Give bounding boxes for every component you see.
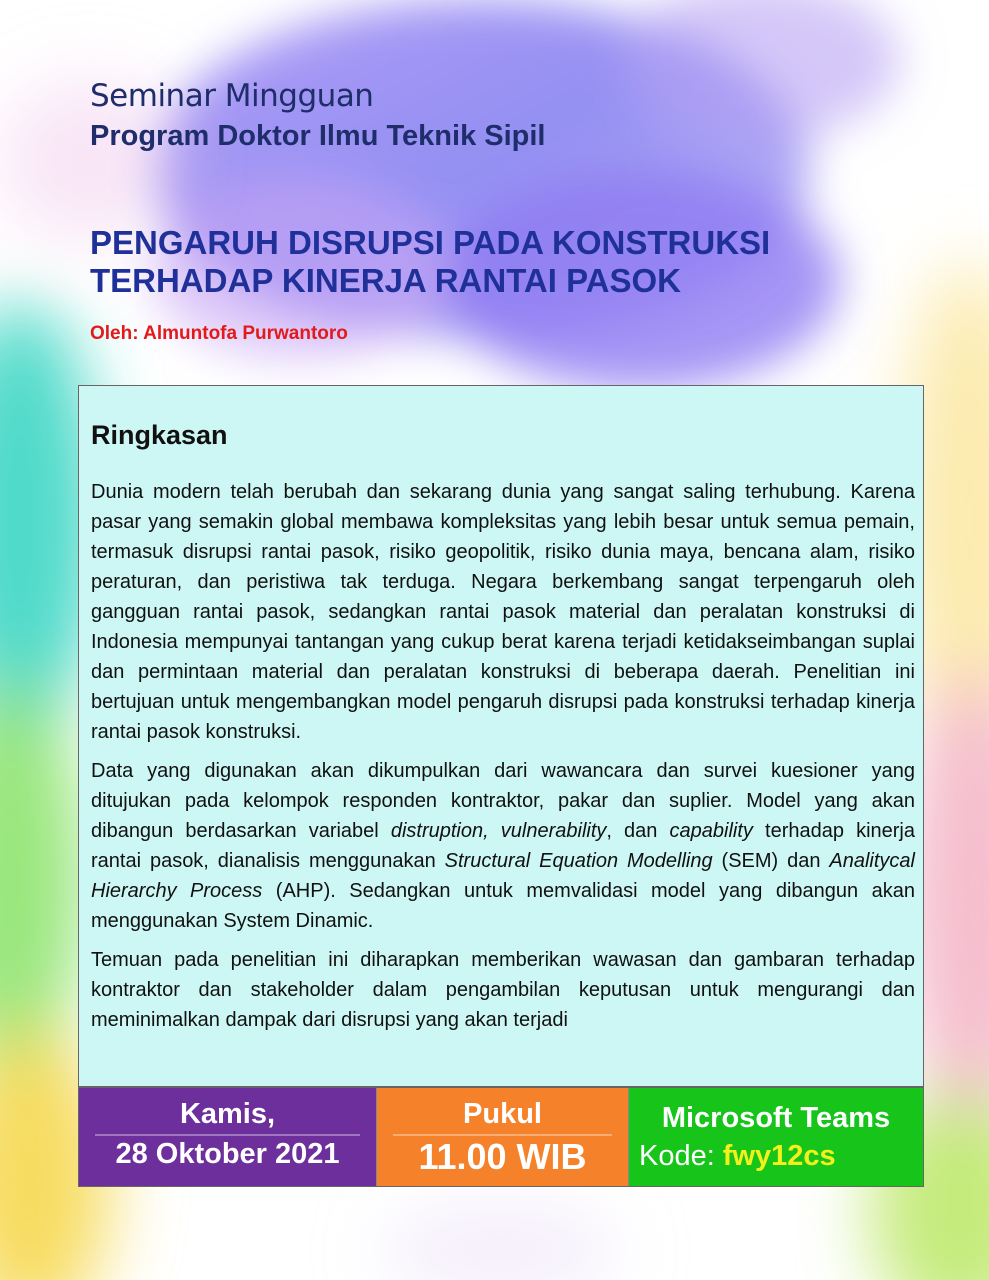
event-code[interactable]: fwy12cs xyxy=(722,1140,836,1172)
event-platform: Microsoft Teams xyxy=(661,1102,891,1134)
divider xyxy=(95,1134,360,1136)
summary-term: Structural Equation Modelling xyxy=(444,850,713,872)
summary-body xyxy=(91,477,915,1044)
event-time: 11.00 WIB xyxy=(418,1136,587,1177)
event-info-bar xyxy=(78,1087,924,1187)
summary-text: (SEM) dan xyxy=(712,850,830,872)
summary-paragraph-2 xyxy=(91,756,915,936)
event-platform-cell xyxy=(629,1088,923,1186)
seminar-title-line-1: PENGARUH DISRUPSI PADA KONSTRUKSI xyxy=(90,224,771,261)
summary-text: , dan xyxy=(606,820,670,842)
summary-text: (AHP). Sedangkan untuk memvalidasi model yang dibangun akan menggunakan System Dinamic. xyxy=(91,880,915,932)
summary-text: terhadap kinerja rantai pasok, dianalisis menggunakan xyxy=(91,820,915,872)
event-time-cell xyxy=(377,1088,629,1186)
event-code-line xyxy=(639,1140,836,1173)
summary-heading: Ringkasan xyxy=(91,420,228,450)
program-title: Program Doktor Ilmu Teknik Sipil xyxy=(90,120,546,152)
summary-term: capability xyxy=(669,820,753,842)
summary-paragraph-3: Temuan pada penelitian ini diharapkan memberikan wawasan dan gambaran terhadap kontraktor dan stakeholder dalam pengambilan keputusan untuk mengurangi dan meminimalkan dampak dari disrupsi yang akan terjadi xyxy=(91,949,915,1031)
summary-text: Data yang digunakan akan dikumpulkan dari wawancara dan survei kuesioner yang ditujukan pada kelompok responden kontraktor, pakar dan suplier. Model yang akan dibangun berdasarkan variabel xyxy=(91,760,915,842)
seminar-title xyxy=(90,224,910,300)
seminar-title-line-2: TERHADAP KINERJA RANTAI PASOK xyxy=(90,262,681,299)
author-line: Oleh: Almuntofa Purwantoro xyxy=(90,323,348,344)
summary-box xyxy=(78,385,924,1087)
event-time-label: Pukul xyxy=(463,1098,542,1130)
summary-term: distruption, vulnerability xyxy=(390,820,607,842)
series-title: Seminar Mingguan xyxy=(90,78,374,114)
event-date-cell xyxy=(79,1088,377,1186)
event-date: 28 Oktober 2021 xyxy=(115,1138,340,1170)
summary-term: Analitycal Hierarchy Process xyxy=(91,850,916,902)
event-day: Kamis, xyxy=(179,1098,276,1130)
event-code-label: Kode: xyxy=(639,1140,715,1172)
summary-paragraph-1: Dunia modern telah berubah dan sekarang dunia yang sangat saling terhubung. Karena pasar yang semakin global membawa kompleksitas yang lebih besar untuk semua pemain, termasuk disrupsi rantai pasok, risiko geopolitik, risiko dunia maya, bencana alam, risiko peraturan, dan peristiwa tak terduga. Negara berkembang sangat terpengaruh oleh gangguan rantai pasok, sedangkan rantai pasok material dan peralatan konstruksi di Indonesia mempunyai tantangan yang cukup berat karena terjadi ketidakseimbangan suplai dan permintaan material dan peralatan konstruksi di beberapa daerah. Penelitian ini bertujuan untuk mengembangkan model pengaruh disrupsi pada konstruksi terhadap kinerja rantai pasok konstruksi. xyxy=(91,481,915,743)
